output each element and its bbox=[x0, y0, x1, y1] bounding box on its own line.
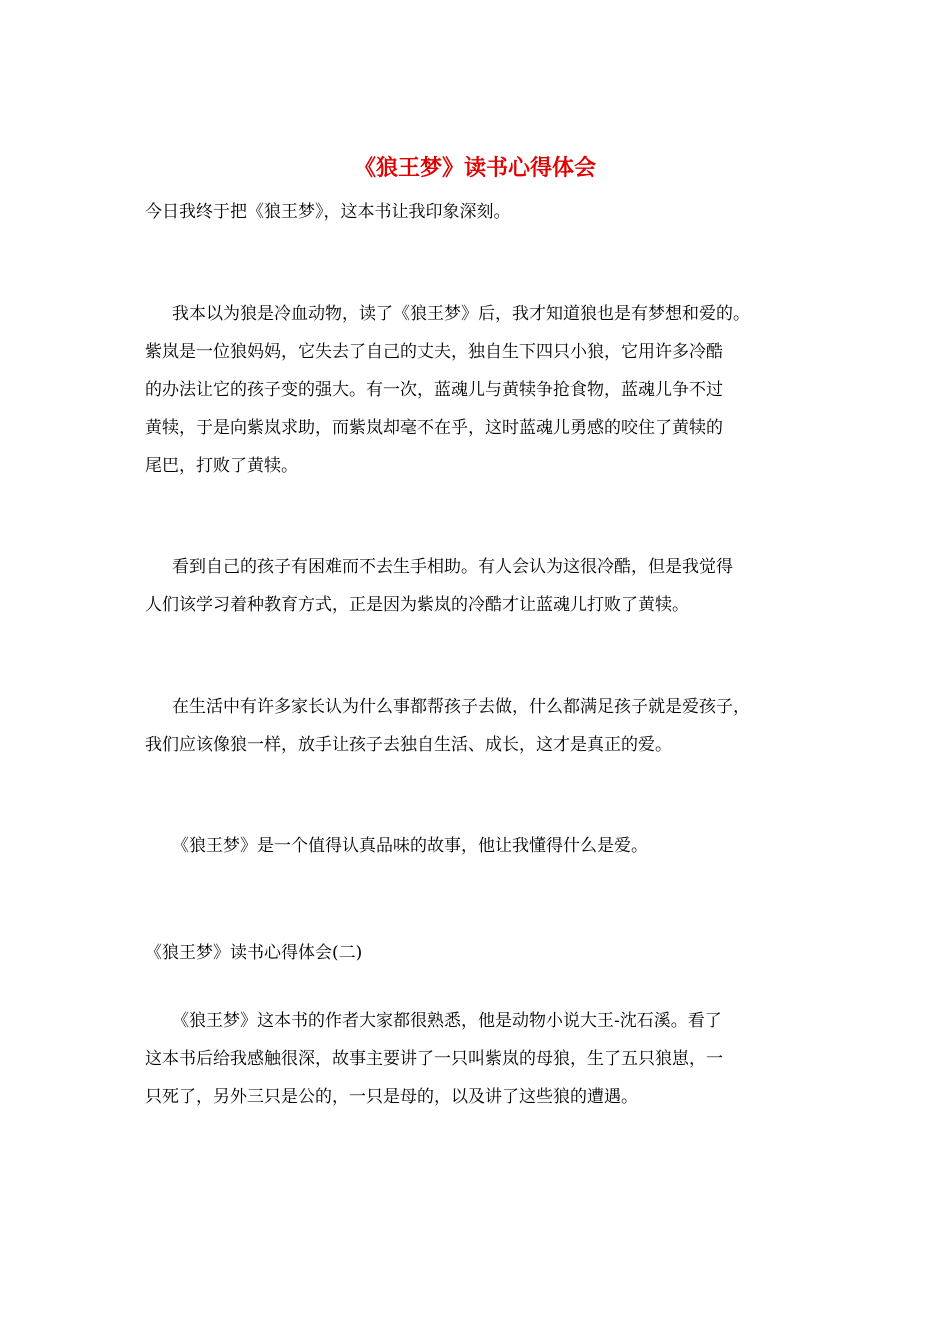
paragraph-4-line-2: 我们应该像狼一样，放手让孩子去独自生活、成长，这才是真正的爱。 bbox=[145, 735, 672, 755]
paragraph-5-line-1: 《狼王梦》是一个值得认真品味的故事，他让我懂得什么是爱。 bbox=[172, 836, 648, 856]
paragraph-1-line-1: 今日我终于把《狼王梦》，这本书让我印象深刻。 bbox=[145, 202, 511, 222]
paragraph-6-line-1: 《狼王梦》这本书的作者大家都很熟悉，他是动物小说大王-沈石溪。看了 bbox=[172, 1011, 722, 1031]
section-heading: 《狼王梦》读书心得体会(二) bbox=[145, 943, 363, 963]
paragraph-2-line-1: 我本以为狼是冷血动物，读了《狼王梦》后，我才知道狼也是有梦想和爱的。 bbox=[172, 304, 750, 324]
document-title: 《狼王梦》读书心得体会 bbox=[353, 155, 596, 181]
paragraph-3-line-1: 看到自己的孩子有困难而不去生手相助。有人会认为这很冷酷，但是我觉得 bbox=[172, 557, 733, 577]
paragraph-4-line-1: 在生活中有许多家长认为什么事都帮孩子去做，什么都满足孩子就是爱孩子， bbox=[172, 697, 750, 717]
paragraph-6-line-2: 这本书后给我感触很深，故事主要讲了一只叫紫岚的母狼，生了五只狼崽，一 bbox=[145, 1049, 723, 1069]
paragraph-2-line-4: 黄犊，于是向紫岚求助，而紫岚却毫不在乎，这时蓝魂儿勇感的咬住了黄犊的 bbox=[145, 418, 723, 438]
paragraph-3-line-2: 人们该学习着种教育方式，正是因为紫岚的冷酷才让蓝魂儿打败了黄犊。 bbox=[145, 595, 689, 615]
paragraph-6-line-3: 只死了，另外三只是公的，一只是母的，以及讲了这些狼的遭遇。 bbox=[145, 1087, 638, 1107]
paragraph-2-line-2: 紫岚是一位狼妈妈，它失去了自己的丈夫，独自生下四只小狼，它用许多冷酷 bbox=[145, 342, 723, 362]
paragraph-2-line-5: 尾巴，打败了黄犊。 bbox=[145, 456, 298, 476]
paragraph-2-line-3: 的办法让它的孩子变的强大。有一次，蓝魂儿与黄犊争抢食物，蓝魂儿争不过 bbox=[145, 380, 723, 400]
